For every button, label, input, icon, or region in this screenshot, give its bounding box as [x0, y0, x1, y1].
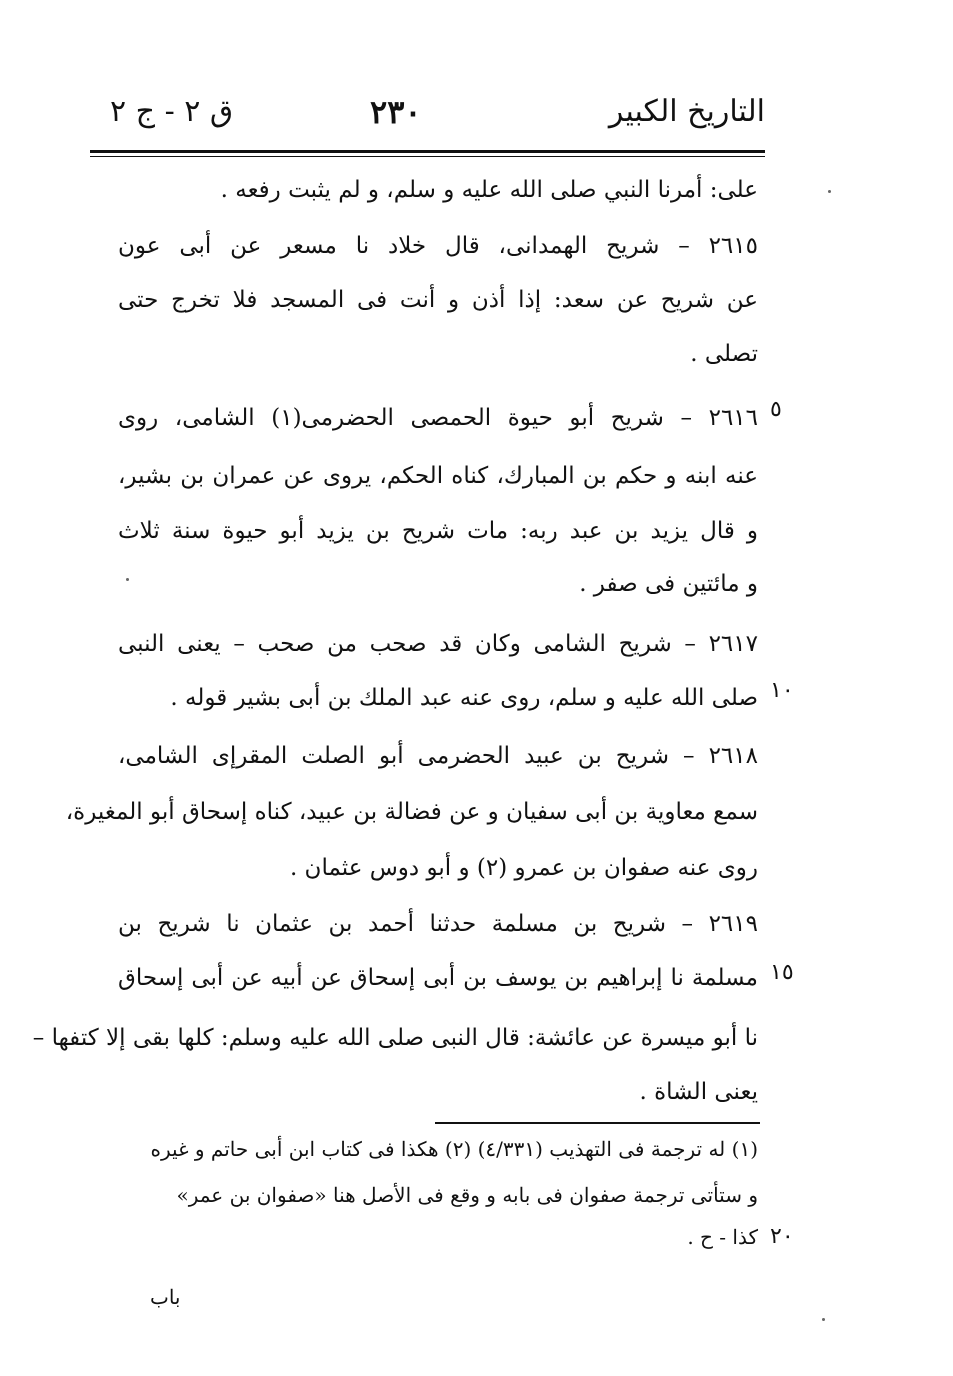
entry-2615: ٢٦١٥ – شريح الهمدانى، قال خلاد نا مسعر عن أبى عون: [118, 233, 758, 259]
page-number: ٢٣٠: [370, 93, 422, 131]
footnote-line: كذا - ح .: [687, 1225, 758, 1249]
footnote-line: (١) له ترجمة فى التهذيب (٤/٣٣١) (٢) هكذا فى كتاب ابن أبى حاتم و غيره: [150, 1137, 758, 1161]
body-line: عن شريح عن سعد: إذا أذن و أنت فى المسجد فلا تخرج حتى: [118, 287, 758, 313]
footnote-rule: [435, 1122, 760, 1124]
body-line: يعنى الشاة .: [639, 1079, 758, 1105]
body-line: نا أبو ميسرة عن عائشة: قال النبى صلى الله عليه وسلم: كلها بقى إلا كتفها –: [32, 1025, 758, 1051]
running-header: [90, 92, 765, 142]
line-number-5: ٥: [770, 397, 782, 422]
entry-2619: ٢٦١٩ – شريح بن مسلمة حدثنا أحمد بن عثمان نا شريح بن: [118, 911, 758, 937]
header-rule: [90, 150, 765, 153]
entry-2618: ٢٦١٨ – شريح بن عبيد الحضرمى أبو الصلت المقرإى الشامى،: [118, 743, 758, 769]
footnote-line: و ستأتى ترجمة صفوان فى بابه و وقع فى الأصل هنا «صفوان بن عمر»: [176, 1183, 758, 1207]
line-number-10: ١٠: [770, 678, 794, 703]
body-line: سمع معاوية بن أبى سفيان و عن فضالة بن عبيد، كناه إسحاق أبو المغيرة،: [65, 799, 758, 825]
body-line: و مائتين فى صفر .: [579, 571, 758, 597]
scan-speck: [828, 190, 831, 193]
book-title: التاريخ الكبير: [608, 94, 765, 129]
scan-speck: [822, 1318, 825, 1321]
entry-2616: ٢٦١٦ – شريح أبو حيوة الحمصى الحضرمى(١) الشامى، روى: [118, 405, 759, 431]
body-line: عنه ابنه و حكم بن المبارك، كناه الحكم، يروى عن عمران بن بشير،: [118, 463, 758, 489]
body-line: تصلى .: [690, 341, 758, 367]
body-line: مسلمة نا إبراهيم بن يوسف بن أبى إسحاق عن أبيه عن أبى إسحاق: [118, 965, 758, 991]
scan-speck: [126, 578, 129, 581]
body-line: صلى الله عليه و سلم، روى عنه عبد الملك بن أبى بشير قوله .: [170, 685, 758, 711]
line-number-15: ١٥: [770, 960, 794, 985]
header-rule-thin: [90, 156, 765, 157]
body-line: و قال يزيد بن عبد ربه: مات شريح بن يزيد أبو حيوة سنة ثلاث: [118, 518, 758, 544]
line-number-20: ٢٠: [770, 1224, 794, 1249]
entry-2617: ٢٦١٧ – شريح الشامى وكان قد صحب من صحب – يعنى النبى: [118, 631, 758, 657]
body-line: روى عنه صفوان بن عمرو (٢) و أبو دوس عثمان .: [289, 855, 758, 881]
body-line: على: أمرنا النبي صلى الله عليه و سلم، و لم يثبت رفعه .: [220, 177, 758, 203]
catchword: باب: [150, 1285, 181, 1309]
volume-label: ق ٢ - ج ٢: [110, 94, 234, 129]
